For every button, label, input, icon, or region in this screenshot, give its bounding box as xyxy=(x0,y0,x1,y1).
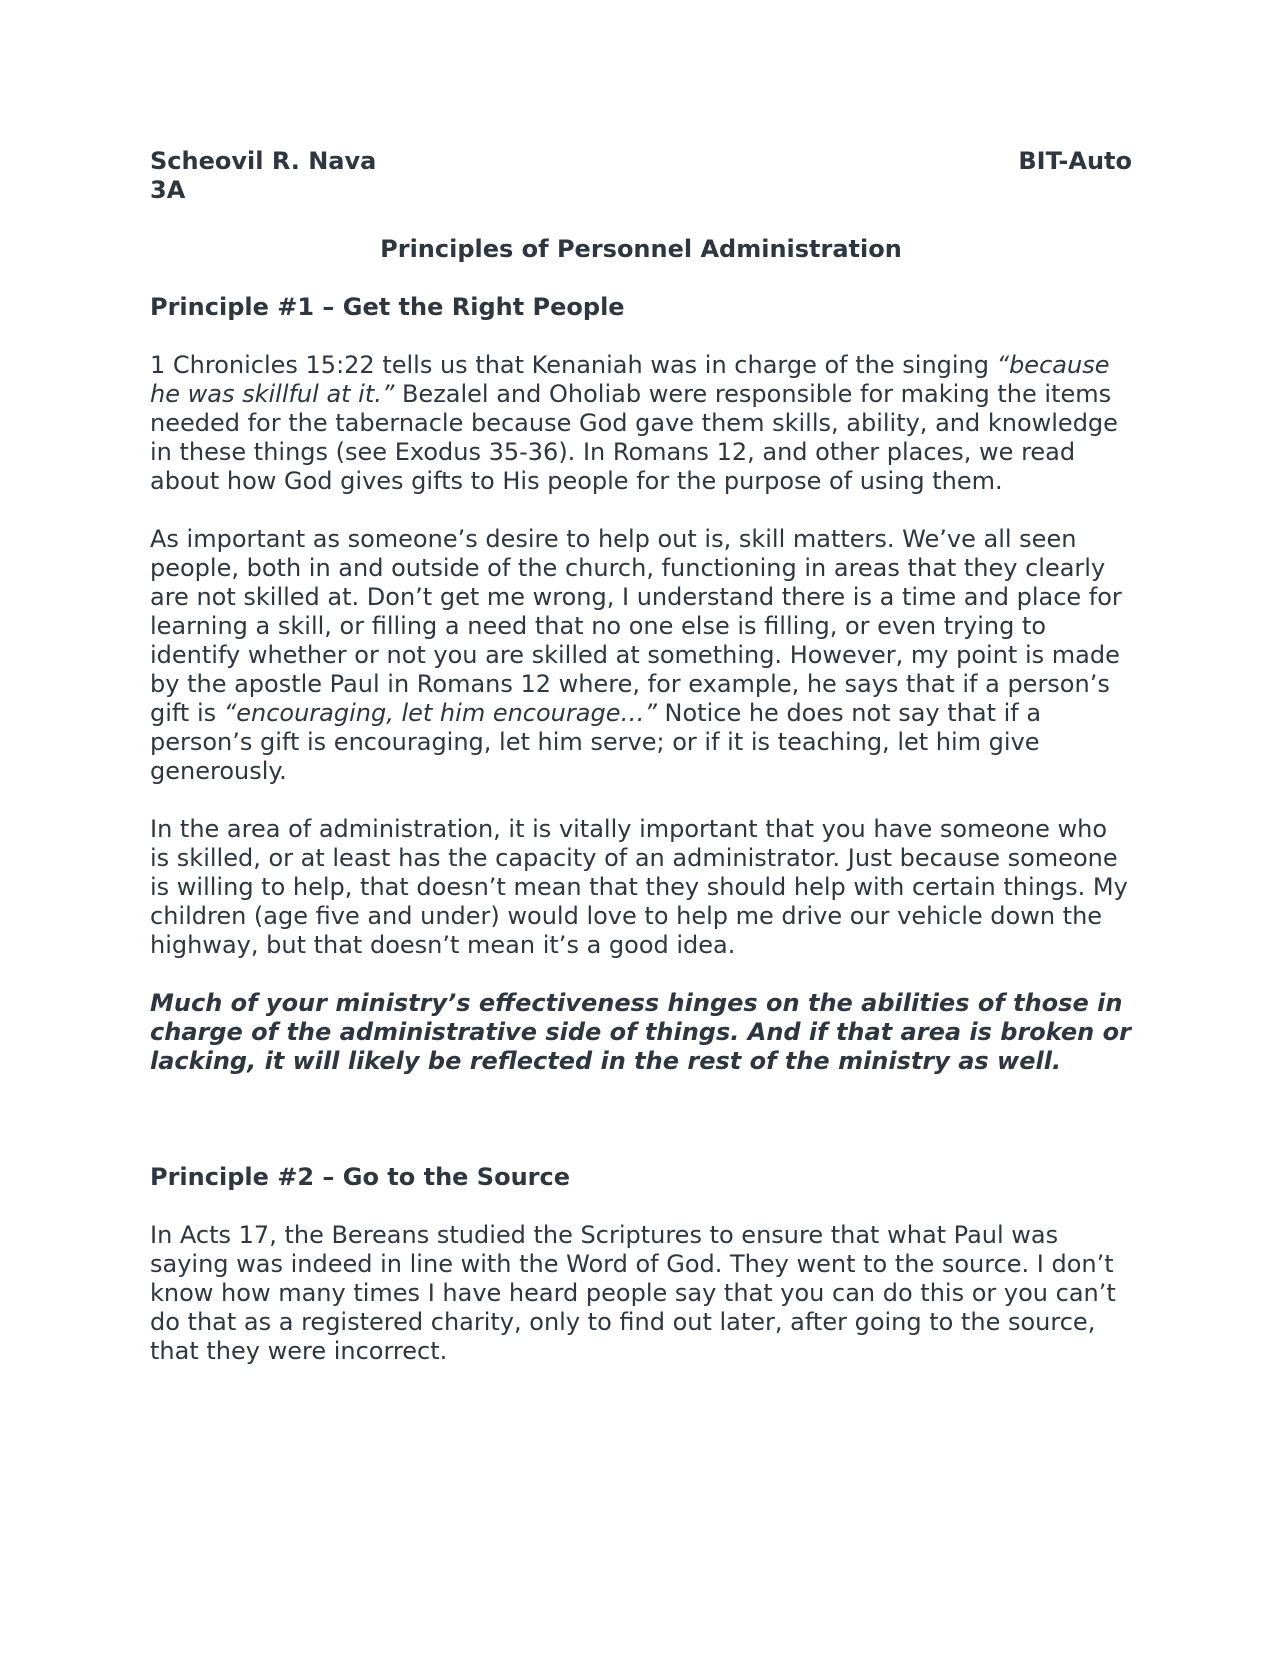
spacer xyxy=(150,1076,1132,1134)
principle-2-heading: Principle #2 – Go to the Source xyxy=(150,1163,570,1191)
paragraph-text: 1 Chronicles 15:22 tells us that Kenaniah was in charge of the singing xyxy=(150,351,997,379)
paragraph-text: Bezalel and Oholiab were responsible for making the items needed for the tabernacle because God gave them skills, ability, and knowledge in these things (see Exodus 35-36). In Romans 12, and other places, we read about how God gives gifts to His people for the purpose of using them. xyxy=(150,380,1118,495)
principle-1-heading: Principle #1 – Get the Right People xyxy=(150,293,625,321)
quote-text: “encouraging, let him encourage…” xyxy=(223,699,657,727)
principle-2-paragraph-1: In Acts 17, the Bereans studied the Scriptures to ensure that what Paul was saying was indeed in line with the Word of God. They went to the source. I don’t know how many times I have heard people say that you can do this or you can’t do that as a registered charity, only to find out later, after going to the source, that they were incorrect. xyxy=(150,1221,1116,1365)
document-title: Principles of Personnel Administration xyxy=(380,235,902,263)
principle-1-paragraph-1 xyxy=(150,351,1132,496)
quote-text: “because he was skillful at it.” xyxy=(150,351,1110,408)
principle-1-emphasis: Much of your ministry’s effectiveness hinges on the abilities of those in charge of the administrative side of things. And if that area is broken or lacking, it will likely be reflected in the rest of the ministry as well. xyxy=(150,989,1131,1075)
document-page xyxy=(150,147,1132,1366)
paragraph-text: As important as someone’s desire to help out is, skill matters. We’ve all seen people, both in and outside of the church, functioning in areas that they clearly are not skilled at. Don’t get me wrong, I understand there is a time and place for learning a skill, or filling a need that no one else is filling, or even trying to identify whether or not you are skilled at something. However, my point is made by the apostle Paul in Romans 12 where, for example, he says that if a person’s gift is xyxy=(150,525,1122,727)
section-label-continued: 3A xyxy=(150,176,186,204)
document-header xyxy=(150,147,1132,205)
author-name: Scheovil R. Nava xyxy=(150,147,377,175)
principle-1-paragraph-2 xyxy=(150,525,1132,786)
principle-1-paragraph-3: In the area of administration, it is vitally important that you have someone who is skilled, or at least has the capacity of an administrator. Just because someone is willing to help, that doesn’t mean that they should help with certain things. My children (age five and under) would love to help me drive our vehicle down the highway, but that doesn’t mean it’s a good idea. xyxy=(150,815,1128,959)
section-label: BIT-Auto xyxy=(1018,147,1132,175)
paragraph-text: Notice he does not say that if a person’s gift is encouraging, let him serve; or if it is teaching, let him give generously. xyxy=(150,699,1042,785)
